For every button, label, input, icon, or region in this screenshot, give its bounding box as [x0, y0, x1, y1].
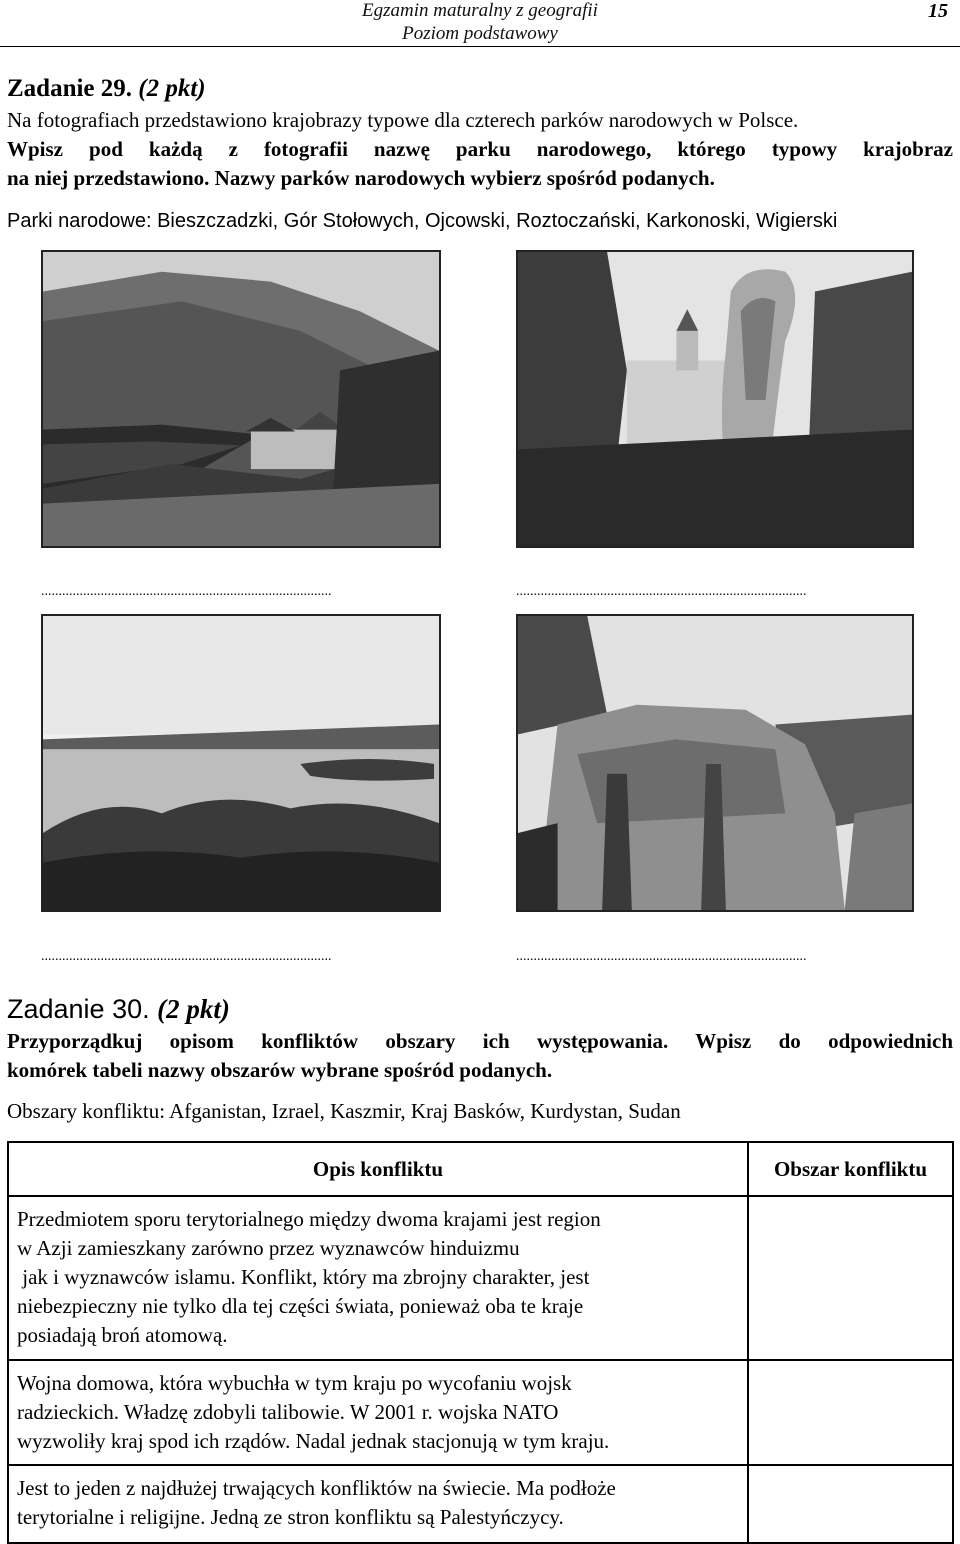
task-29-text — [7, 106, 953, 193]
description-line: jak i wyznawców islamu. Konflikt, który ma zbrojny charakter, jest — [17, 1265, 590, 1289]
task-30-instruction — [7, 1027, 953, 1085]
description-line: niebezpieczny nie tylko dla tej części świata, ponieważ oba te kraje — [17, 1294, 584, 1318]
header-area: Obszar konfliktu — [748, 1142, 953, 1196]
table-row — [8, 1360, 953, 1465]
areas-list: Obszary konfliktu: Afganistan, Izrael, Kaszmir, Kraj Basków, Kurdystan, Sudan — [7, 1099, 681, 1123]
task-29-title — [7, 74, 206, 104]
description-line: wyzwoliły kraj spod ich rządów. Nadal jednak stacjonują w tym kraju. — [17, 1429, 610, 1453]
task-30-points: (2 pkt) — [157, 994, 230, 1024]
page-number: 15 — [928, 0, 948, 22]
task-29-number: Zadanie 29. — [7, 75, 133, 102]
parks-list: Parki narodowe: Bieszczadzki, Gór Stołowych, Ojcowski, Roztoczański, Karkonoski, Wigierski — [7, 210, 838, 232]
table-row — [8, 1196, 953, 1360]
task-30-instruction-1: Przyporządkuj opisom konfliktów obszary ich występowania. Wpisz do odpowiednich — [7, 1029, 953, 1053]
conflict-description — [8, 1196, 748, 1360]
task-30-instruction-2: komórek tabeli nazwy obszarów wybrane spośród podanych. — [7, 1058, 553, 1082]
header-description: Opis konfliktu — [8, 1142, 748, 1196]
description-line: Jest to jeden z najdłużej trwających konfliktów na świecie. Ma podłoże — [17, 1476, 616, 1500]
conflict-area-answer[interactable] — [748, 1360, 953, 1465]
answer-line-photo-1[interactable]: ................................................................................... — [41, 585, 332, 599]
task-30-number: Zadanie 30. — [7, 994, 150, 1024]
photo-castle-rock — [516, 250, 914, 548]
task-30-title — [7, 994, 230, 1024]
answer-line-photo-2[interactable]: ................................................................................... — [516, 585, 807, 599]
header-divider — [0, 46, 960, 47]
table-header-row — [8, 1142, 953, 1196]
description-line: posiadają broń atomową. — [17, 1323, 228, 1347]
conflict-description — [8, 1465, 748, 1543]
conflicts-table — [7, 1141, 954, 1544]
task-29-instruction-1: Wpisz pod każdą z fotografii nazwę parku narodowego, którego typowy krajobraz — [7, 137, 953, 161]
header-exam-level: Poziom podstawowy — [402, 23, 558, 44]
description-line: radzieckich. Władzę zdobyli talibowie. W 2001 r. wojska NATO — [17, 1400, 559, 1424]
conflict-area-answer[interactable] — [748, 1465, 953, 1543]
description-line: Wojna domowa, która wybuchła w tym kraju po wycofaniu wojsk — [17, 1371, 572, 1395]
photo-mountain-lake — [41, 250, 441, 548]
description-line: w Azji zamieszkany zarówno przez wyznawców hinduizmu — [17, 1236, 520, 1260]
answer-line-photo-4[interactable]: ................................................................................... — [516, 950, 807, 964]
description-line: Przedmiotem sporu terytorialnego między dwoma krajami jest region — [17, 1207, 601, 1231]
task-29-instruction-2: na niej przedstawiono. Nazwy parków narodowych wybierz spośród podanych. — [7, 166, 715, 190]
answer-line-photo-3[interactable]: ................................................................................... — [41, 950, 332, 964]
photo-sandstone-rocks — [516, 614, 914, 912]
conflict-area-answer[interactable] — [748, 1196, 953, 1360]
task-29-intro: Na fotografiach przedstawiono krajobrazy typowe dla czterech parków narodowych w Polsce. — [7, 108, 799, 132]
photo-lake-islands — [41, 614, 441, 912]
header-exam-title: Egzamin maturalny z geografii — [362, 0, 598, 21]
task-29-points: (2 pkt) — [138, 75, 206, 102]
description-line: terytorialne i religijne. Jedną ze stron konfliktu są Palestyńczycy. — [17, 1505, 564, 1529]
conflict-description — [8, 1360, 748, 1465]
table-row — [8, 1465, 953, 1543]
